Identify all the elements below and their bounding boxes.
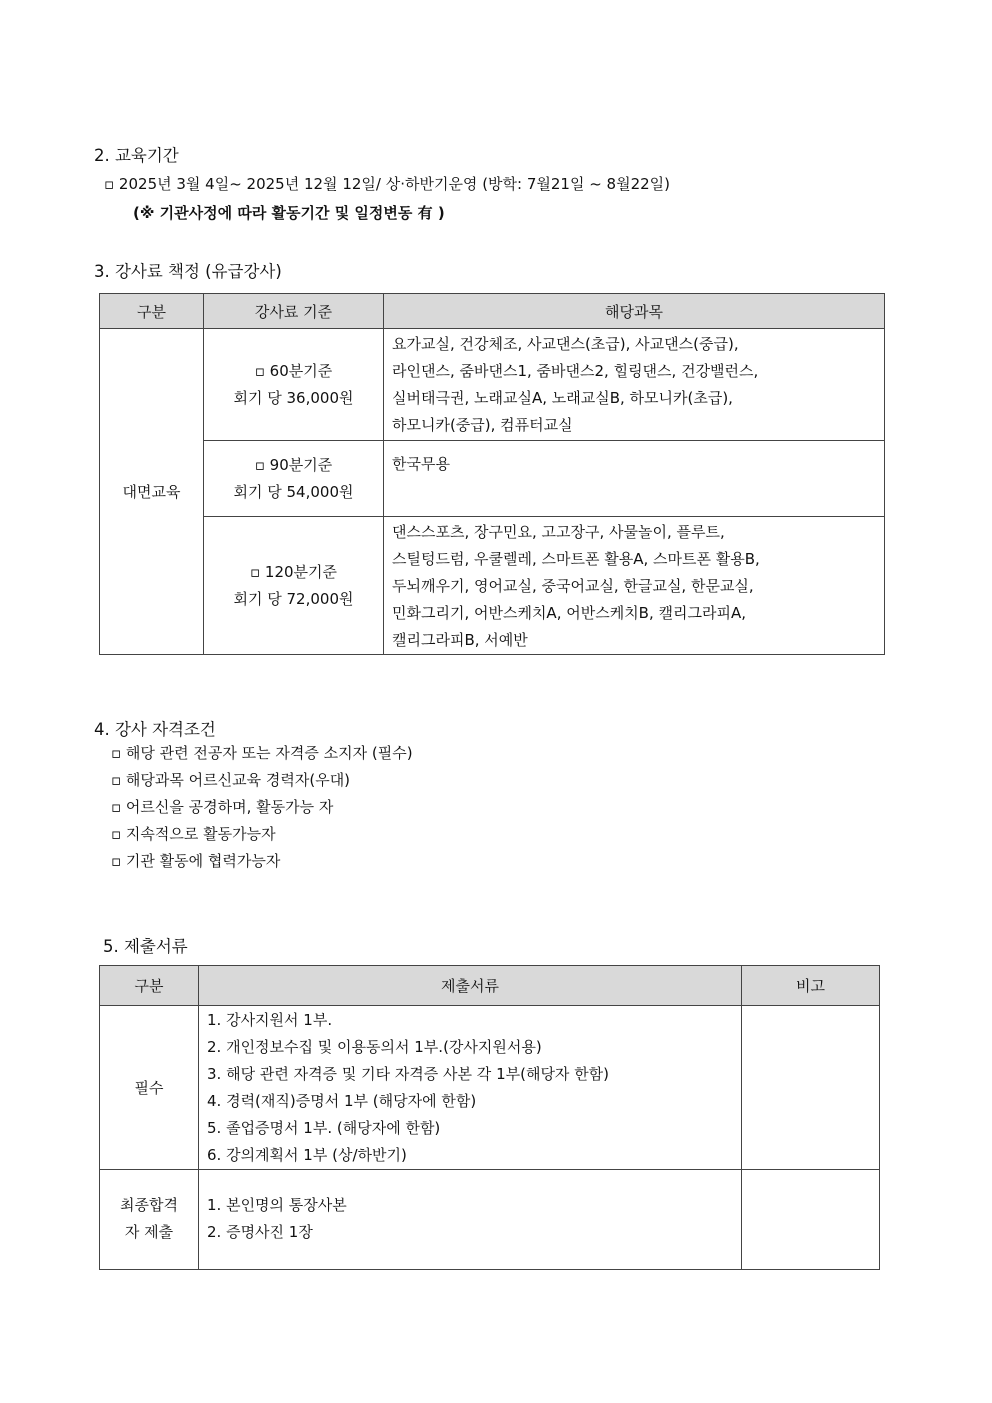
docs-header-documents: 제출서류 xyxy=(199,966,742,1006)
subject-line: 실버태극권, 노래교실A, 노래교실B, 하모니카(초급), xyxy=(392,389,733,407)
doc-item: 1. 본인명의 통장사본 xyxy=(207,1196,347,1214)
docs-category-line: 필수 xyxy=(134,1079,164,1097)
table-row xyxy=(100,1006,880,1170)
docs-category xyxy=(100,1006,199,1170)
fee-amount: 회기 당 72,000원 xyxy=(233,589,354,608)
table-row xyxy=(100,329,885,441)
list-item: ▫ 기관 활동에 협력가능자 xyxy=(111,852,281,870)
fee-subjects xyxy=(384,329,885,441)
subject-line: 캘리그라피B, 서예반 xyxy=(392,631,528,649)
table-row xyxy=(100,441,885,517)
list-item: ▫ 어르신을 공경하며, 활동가능 자 xyxy=(111,798,334,816)
docs-category-line: 최종합격 xyxy=(120,1196,178,1214)
section2-title: 2. 교육기간 xyxy=(94,146,179,165)
fee-standard xyxy=(204,329,384,441)
fee-group-label: 대면교육 xyxy=(100,329,204,655)
fee-subjects xyxy=(384,517,885,655)
section3-title: 3. 강사료 책정 (유급강사) xyxy=(94,262,282,281)
subject-line: 민화그리기, 어반스케치A, 어반스케치B, 캘리그라피A, xyxy=(392,604,746,622)
subject-line: 한국무용 xyxy=(392,455,450,473)
subject-line: 댄스스포츠, 장구민요, 고고장구, 사물놀이, 플루트, xyxy=(392,523,725,541)
fee-table xyxy=(99,293,885,655)
fee-header-subjects: 해당과목 xyxy=(384,294,885,329)
fee-subjects xyxy=(384,441,885,517)
subject-line: 하모니카(중급), 컴퓨터교실 xyxy=(392,416,573,434)
docs-header-remarks: 비고 xyxy=(742,966,880,1006)
doc-item: 3. 해당 관련 자격증 및 기타 자격증 사본 각 1부(해당자 한함) xyxy=(207,1065,610,1083)
fee-standard xyxy=(204,441,384,517)
fee-amount: 회기 당 54,000원 xyxy=(233,482,354,501)
docs-category-line: 자 제출 xyxy=(124,1223,174,1241)
qualification-list xyxy=(111,740,413,875)
table-row xyxy=(100,517,885,655)
docs-remarks xyxy=(742,1006,880,1170)
fee-duration: ▫ 60분기준 xyxy=(254,361,333,380)
doc-item: 6. 강의계획서 1부 (상/하반기) xyxy=(207,1146,407,1164)
doc-item: 2. 개인정보수집 및 이용동의서 1부.(강사지원서용) xyxy=(207,1038,542,1056)
fee-standard xyxy=(204,517,384,655)
doc-item: 2. 증명사진 1장 xyxy=(207,1223,313,1241)
section5-title: 5. 제출서류 xyxy=(103,937,188,956)
subject-line: 두뇌깨우기, 영어교실, 중국어교실, 한글교실, 한문교실, xyxy=(392,577,754,595)
fee-header-standard: 강사료 기준 xyxy=(204,294,384,329)
docs-category xyxy=(100,1170,199,1270)
doc-item: 4. 경력(재직)증명서 1부 (해당자에 한함) xyxy=(207,1092,477,1110)
subject-line: 스틸텅드럼, 우쿨렐레, 스마트폰 활용A, 스마트폰 활용B, xyxy=(392,550,760,568)
fee-table-header xyxy=(100,294,885,329)
documents-table-header xyxy=(100,966,880,1006)
table-row xyxy=(100,1170,880,1270)
list-item: ▫ 지속적으로 활동가능자 xyxy=(111,825,276,843)
docs-list xyxy=(199,1170,742,1270)
subject-line: 라인댄스, 줌바댄스1, 줌바댄스2, 힐링댄스, 건강밸런스, xyxy=(392,362,759,380)
fee-header-category: 구분 xyxy=(100,294,204,329)
documents-table xyxy=(99,965,880,1270)
fee-duration: ▫ 120분기준 xyxy=(249,562,338,581)
subject-line: 요가교실, 건강체조, 사교댄스(초급), 사교댄스(중급), xyxy=(392,335,739,353)
docs-list xyxy=(199,1006,742,1170)
list-item: ▫ 해당과목 어르신교육 경력자(우대) xyxy=(111,771,351,789)
fee-amount: 회기 당 36,000원 xyxy=(233,388,354,407)
doc-item: 5. 졸업증명서 1부. (해당자에 한함) xyxy=(207,1119,441,1137)
period-bullet: ▫ 2025년 3월 4일~ 2025년 12월 12일/ 상·하반기운영 (방학: 7월21일 ~ 8월22일) xyxy=(104,175,671,193)
fee-duration: ▫ 90분기준 xyxy=(254,455,333,474)
period-note: (※ 기관사정에 따라 활동기간 및 일정변동 有 ) xyxy=(133,204,445,222)
section4-title: 4. 강사 자격조건 xyxy=(94,720,216,739)
list-item: ▫ 해당 관련 전공자 또는 자격증 소지자 (필수) xyxy=(111,744,413,762)
docs-header-category: 구분 xyxy=(100,966,199,1006)
docs-remarks xyxy=(742,1170,880,1270)
doc-item: 1. 강사지원서 1부. xyxy=(207,1011,333,1029)
